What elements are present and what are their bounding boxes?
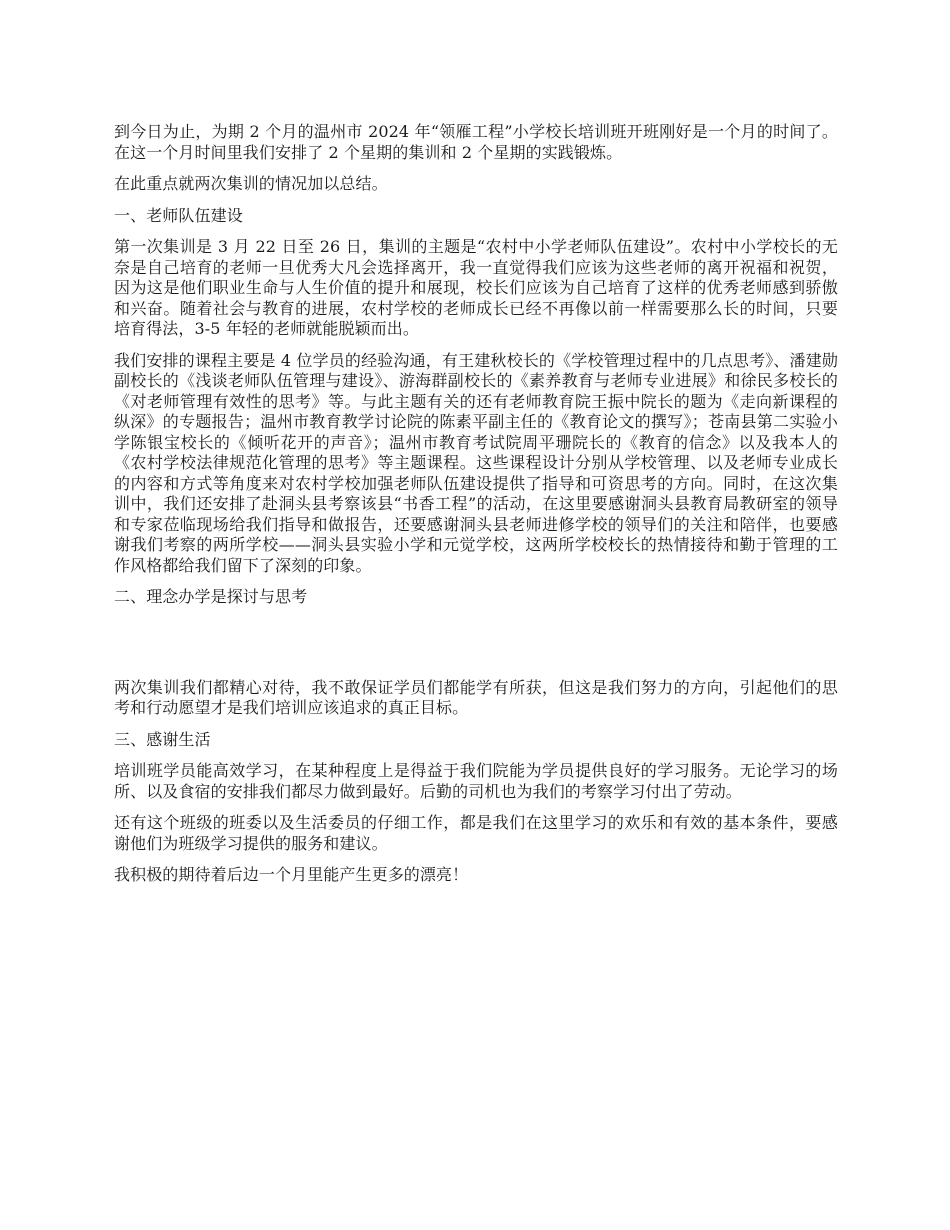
summary-intro-paragraph: 在此重点就两次集训的情况加以总结。 [114,174,388,193]
training-goal-paragraph: 两次集训我们都精心对待，我不敢保证学员们都能学有所获，但这是我们努力的方向，引起他们的思考和行动愿望才是我们培训应该追求的真正目标。 [114,677,838,717]
closing-paragraph: 我积极的期待着后边一个月里能产生更多的漂亮！ [114,865,469,884]
first-training-paragraph: 第一次集训是 3 月 22 日至 26 日，集训的主题是“农村中小学老师队伍建设”。农村中小学校长的无奈是自己培育的老师一旦优秀大凡会选择离开，我一直觉得我们应该为这些老师的离开祝福和祝贺，因为这是他们职业生命与人生价值的提升和展现，校长们应该为自己培育了这样的优秀老师感到骄傲和兴奋。随着社会与教育的进展，农村学校的老师成长已经不再像以前一样需要那么长的时间，只要培育得法，3-5 年轻的老师就能脱颖而出。 [114,237,838,338]
document-body [114,122,838,897]
section-heading-teacher-team: 一、老师队伍建设 [114,205,243,225]
section-heading-philosophy: 二、理念办学是探讨与思考 [114,587,308,606]
section-heading-gratitude: 三、感谢生活 [114,729,211,749]
services-paragraph: 培训班学员能高效学习，在某种程度上是得益于我们院能为学员提供良好的学习服务。无论学习的场所、以及食宿的安排我们都尽力做到最好。后勤的司机也为我们的考察学习付出了劳动。 [114,761,838,801]
class-committee-paragraph: 还有这个班级的班委以及生活委员的仔细工作，都是我们在这里学习的欢乐和有效的基本条件，要感谢他们为班级学习提供的服务和建议。 [114,813,838,853]
courses-paragraph: 我们安排的课程主要是 4 位学员的经验沟通，有王建秋校长的《学校管理过程中的几点思考》、潘建勋副校长的《浅谈老师队伍管理与建设》、游海群副校长的《素养教育与老师专业进展》和徐民多校长的《对老师管理有效性的思考》等。与此主题有关的还有老师教育院王振中院长的题为《走向新课程的纵深》的专题报告；温州市教育教学讨论院的陈素平副主任的《教育论文的撰写》；苍南县第二实验小学陈银宝校长的《倾听花开的声音》；温州市教育考试院周平珊院长的《教育的信念》以及我本人的《农村学校法律规范化管理的思考》等主题课程。这些课程设计分别从学校管理、以及老师专业成长的内容和方式等角度来对农村学校加强老师队伍建设提供了指导和可资思考的方向。同时，在这次集训中，我们还安排了赴洞头县考察该县“书香工程”的活动，在这里要感谢洞头县教育局教研室的领导和专家莅临现场给我们指导和做报告，还要感谢洞头县老师进修学校的领导们的关注和陪伴，也要感谢我们考察的两所学校——洞头县实验小学和元觉学校，这两所学校校长的热情接待和勤于管理的工作风格都给我们留下了深刻的印象。 [114,350,838,575]
intro-paragraph: 到今日为止，为期 2 个月的温州市 2024 年“领雁工程”小学校长培训班开班刚好是一个月的时间了。在这一个月时间里我们安排了 2 个星期的集训和 2 个星期的实践锻炼。 [114,122,838,162]
